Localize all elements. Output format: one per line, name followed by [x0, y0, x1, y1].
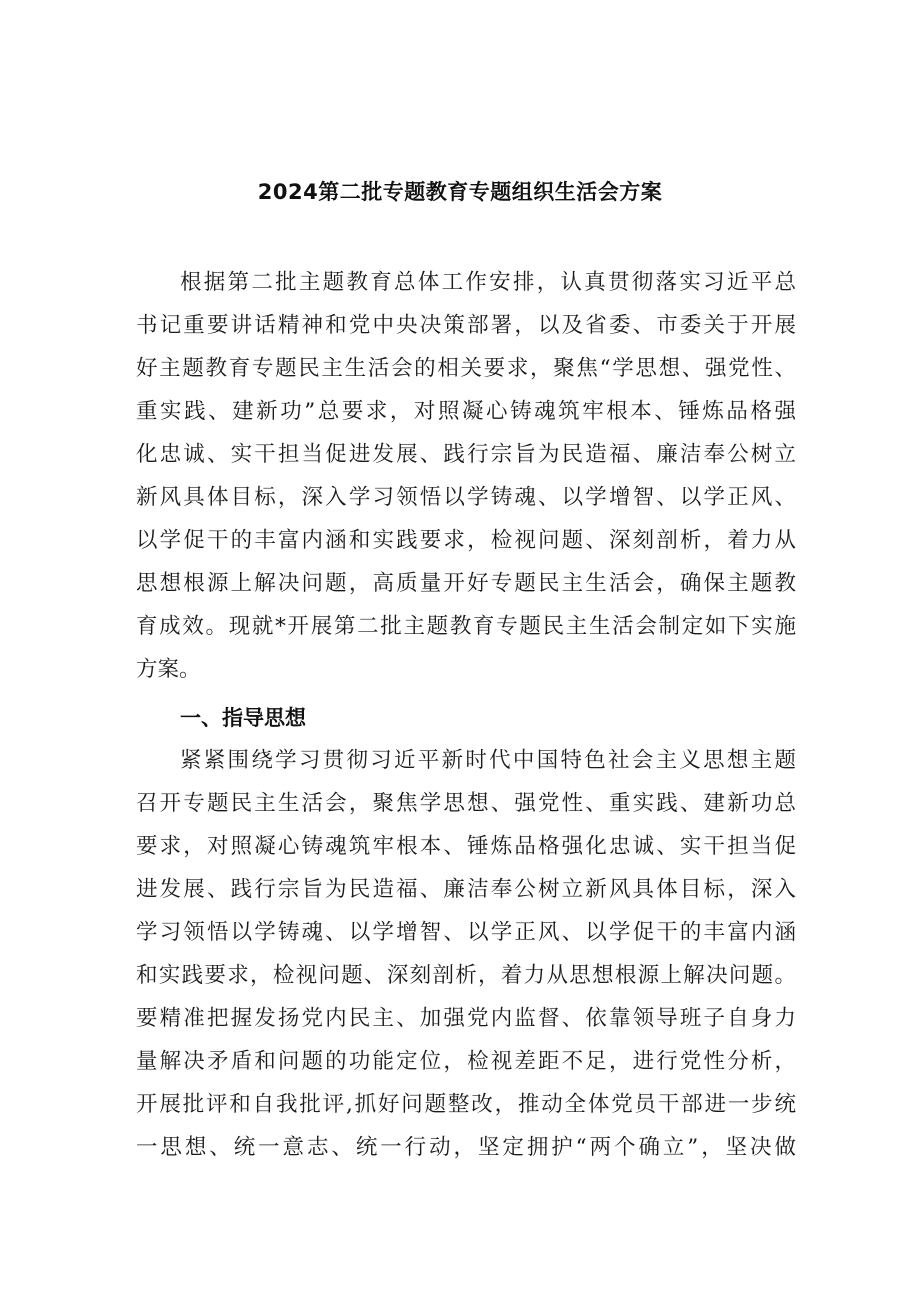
- paragraph-line: 开展批评和自我批评,抓好问题整改，推动全体党员干部进一步统: [136, 1092, 796, 1117]
- paragraph-line: 一思想、统一意志、统一行动，坚定拥护“两个确立”，坚决做: [136, 1135, 796, 1160]
- paragraph-line: 要求，对照凝心铸魂筑牢根本、锤炼品格强化忠诚、实干担当促: [136, 834, 796, 859]
- paragraph-line: 新风具体目标，深入学习领悟以学铸魂、以学增智、以学正风、: [136, 485, 796, 510]
- section-heading: 一、指导思想: [180, 706, 306, 730]
- document-title: 2024第二批专题教育专题组织生活会方案: [257, 180, 663, 204]
- paragraph-line: 书记重要讲话精神和党中央决策部署，以及省委、市委关于开展: [136, 313, 796, 338]
- paragraph-line: 化忠诚、实干担当促进发展、践行宗旨为民造福、廉洁奉公树立: [136, 442, 796, 467]
- paragraph-line: 重实践、建新功”总要求，对照凝心铸魂筑牢根本、锤炼品格强: [136, 399, 796, 424]
- paragraph-line: 要精准把握发扬党内民主、加强党内监督、依靠领导班子自身力: [136, 1006, 796, 1031]
- paragraph-line: 量解决矛盾和问题的功能定位，检视差距不足，进行党性分析，: [136, 1049, 796, 1074]
- paragraph-line: 和实践要求，检视问题、深刻剖析，着力从思想根源上解决问题。: [136, 963, 796, 988]
- paragraph-line: 以学促干的丰富内涵和实践要求，检视问题、深刻剖析，着力从: [136, 528, 796, 553]
- paragraph-line: 思想根源上解决问题，高质量开好专题民主生活会，确保主题教: [136, 571, 796, 596]
- paragraph-line: 紧紧围绕学习贯彻习近平新时代中国特色社会主义思想主题: [180, 748, 796, 773]
- paragraph-line: 好主题教育专题民主生活会的相关要求，聚焦“学思想、强党性、: [136, 356, 796, 381]
- paragraph-line: 进发展、践行宗旨为民造福、廉洁奉公树立新风具体目标，深入: [136, 877, 796, 902]
- paragraph-line: 根据第二批主题教育总体工作安排，认真贯彻落实习近平总: [180, 270, 796, 295]
- paragraph-line: 育成效。现就*开展第二批主题教育专题民主生活会制定如下实施: [136, 614, 796, 639]
- paragraph-line: 方案。: [136, 657, 201, 682]
- paragraph-line: 学习领悟以学铸魂、以学增智、以学正风、以学促干的丰富内涵: [136, 920, 796, 945]
- paragraph-line: 召开专题民主生活会，聚焦学思想、强党性、重实践、建新功总: [136, 791, 796, 816]
